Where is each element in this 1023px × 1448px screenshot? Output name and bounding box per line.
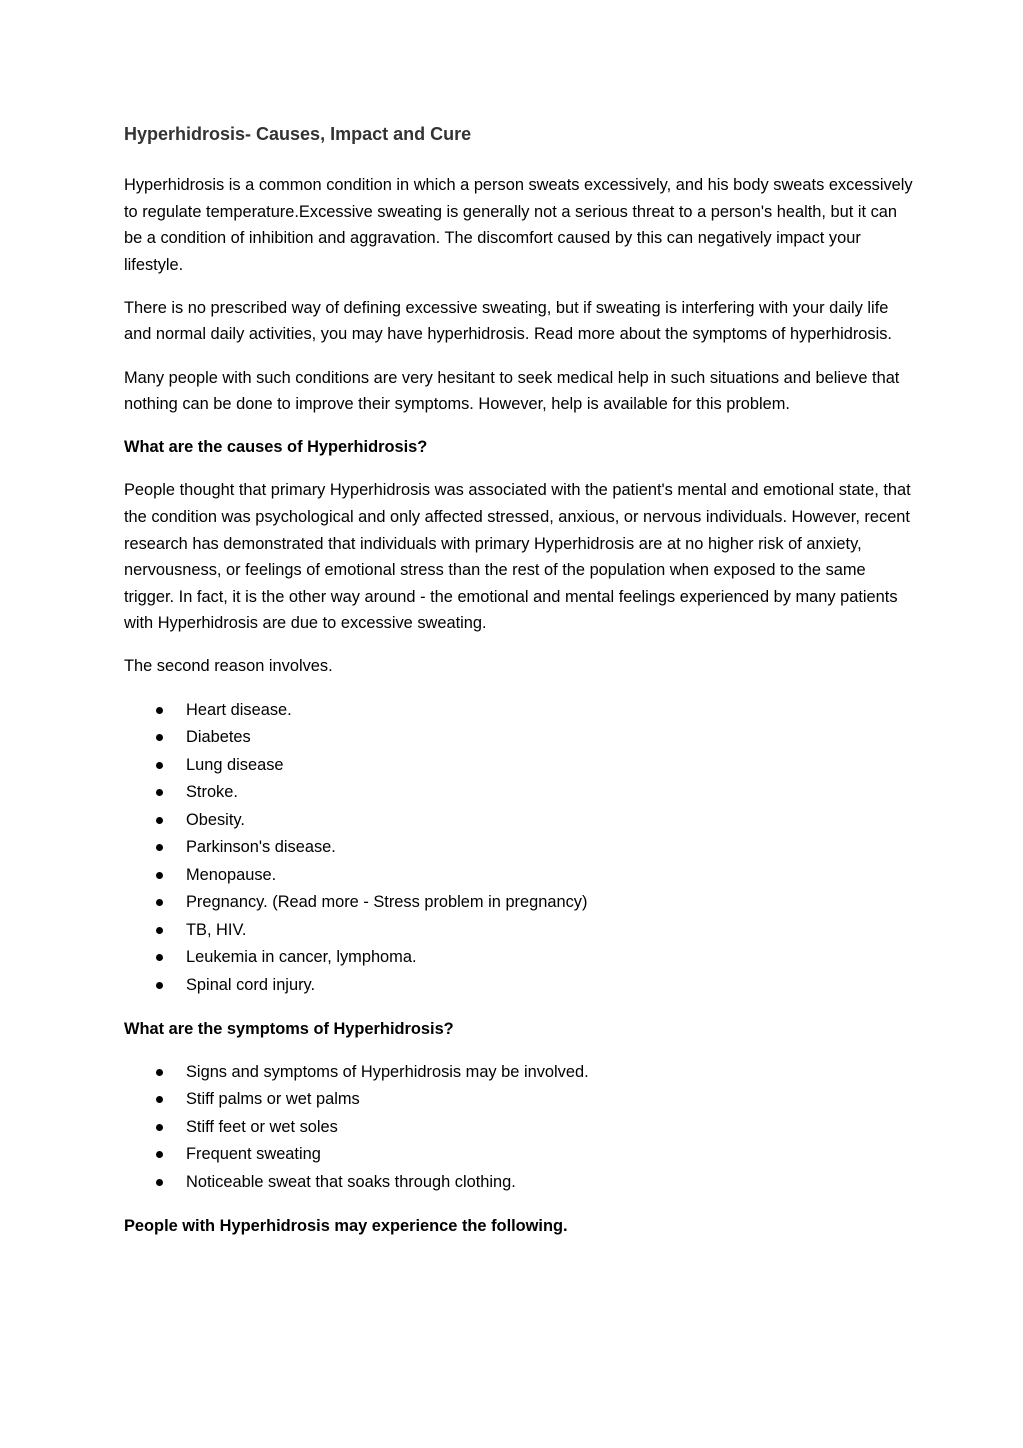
bullet-icon bbox=[156, 1096, 163, 1103]
document-page bbox=[124, 120, 914, 1256]
causes-heading: What are the causes of Hyperhidrosis? bbox=[124, 438, 428, 457]
list-item: Pregnancy. (Read more - Stress problem in pregnancy) bbox=[124, 889, 914, 917]
bullet-icon bbox=[156, 844, 163, 851]
list-item: Signs and symptoms of Hyperhidrosis may be involved. bbox=[124, 1059, 914, 1087]
bullet-icon bbox=[156, 707, 163, 714]
bullet-icon bbox=[156, 927, 163, 934]
bullet-icon bbox=[156, 899, 163, 906]
list-item: Frequent sweating bbox=[124, 1141, 914, 1169]
list-item: Stiff feet or wet soles bbox=[124, 1114, 914, 1142]
intro-paragraph: There is no prescribed way of defining excessive sweating, but if sweating is interfering with your daily life and normal daily activities, you may have hyperhidrosis. Read more about the symptoms of hyperhidrosis. bbox=[124, 298, 892, 344]
list-item: Stroke. bbox=[124, 779, 914, 807]
causes-paragraph: People thought that primary Hyperhidrosis was associated with the patient's mental and emotional state, that the condition was psychological and only affected stressed, anxious, or nervous individuals. However, recent research has demonstrated that individuals with primary Hyperhidrosis are at no higher risk of anxiety, nervousness, or feelings of emotional stress than the rest of the population when exposed to the same trigger. In fact, it is the other way around - the emotional and mental feelings experienced by many patients with Hyperhidrosis are due to excessive sweating. bbox=[124, 481, 911, 633]
list-item: Stiff palms or wet palms bbox=[124, 1086, 914, 1114]
document-title: Hyperhidrosis- Causes, Impact and Cure bbox=[124, 124, 472, 144]
intro-paragraph: Many people with such conditions are very hesitant to seek medical help in such situations and believe that nothing can be done to improve their symptoms. However, help is available for this problem. bbox=[124, 368, 900, 414]
list-item: Leukemia in cancer, lymphoma. bbox=[124, 944, 914, 972]
causes-list bbox=[124, 697, 914, 1000]
bullet-icon bbox=[156, 789, 163, 796]
bullet-icon bbox=[156, 1151, 163, 1158]
bullet-icon bbox=[156, 1179, 163, 1186]
bullet-icon bbox=[156, 872, 163, 879]
list-item: Spinal cord injury. bbox=[124, 972, 914, 1000]
bullet-icon bbox=[156, 762, 163, 769]
bullet-icon bbox=[156, 1069, 163, 1076]
bullet-icon bbox=[156, 817, 163, 824]
experience-heading: People with Hyperhidrosis may experience the following. bbox=[124, 1216, 568, 1235]
bullet-icon bbox=[156, 982, 163, 989]
second-reason-intro: The second reason involves. bbox=[124, 657, 333, 676]
list-item: TB, HIV. bbox=[124, 917, 914, 945]
list-item: Parkinson's disease. bbox=[124, 834, 914, 862]
list-item: Noticeable sweat that soaks through clothing. bbox=[124, 1169, 914, 1197]
intro-paragraph: Hyperhidrosis is a common condition in which a person sweats excessively, and his body sweats excessively to regulate temperature.Excessive sweating is generally not a serious threat to a person's health, but it can be a condition of inhibition and aggravation. The discomfort caused by this can negatively impact your lifestyle. bbox=[124, 176, 913, 274]
bullet-icon bbox=[156, 1124, 163, 1131]
list-item: Menopause. bbox=[124, 862, 914, 890]
list-item: Diabetes bbox=[124, 724, 914, 752]
bullet-icon bbox=[156, 734, 163, 741]
symptoms-heading: What are the symptoms of Hyperhidrosis? bbox=[124, 1019, 454, 1038]
list-item: Obesity. bbox=[124, 807, 914, 835]
list-item: Lung disease bbox=[124, 752, 914, 780]
list-item: Heart disease. bbox=[124, 697, 914, 725]
symptoms-list bbox=[124, 1059, 914, 1197]
bullet-icon bbox=[156, 954, 163, 961]
